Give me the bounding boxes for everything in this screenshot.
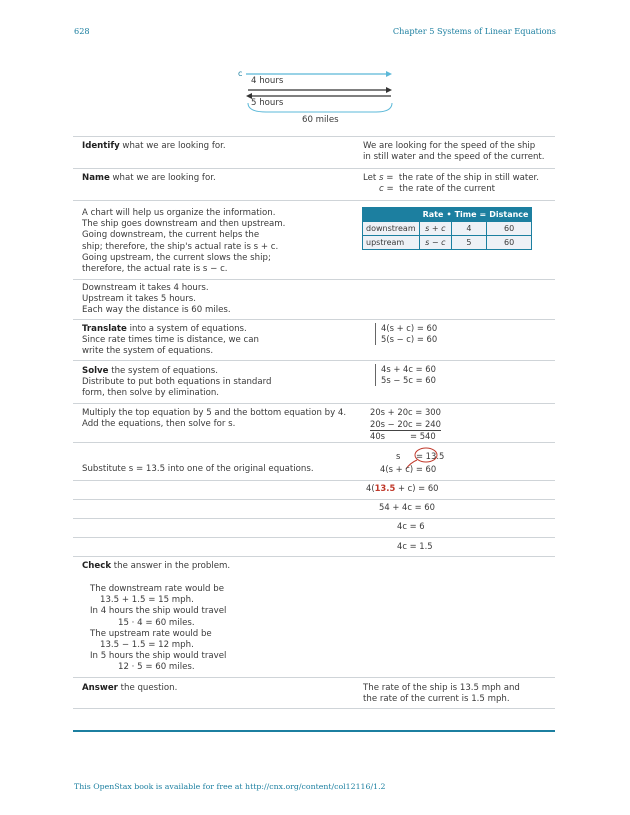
translate-system: 4(s + c) = 60 5(s − c) = 60: [375, 323, 437, 345]
translate-step: Translate into a system of equations. Since rate times time is distance, we can write the system of equations.: [82, 324, 259, 357]
final-answer: The rate of the ship is 13.5 mph and the rate of the current is 1.5 mph.: [363, 683, 520, 705]
table-row: downstream s + c 4 60: [363, 222, 532, 236]
multiply-step: Multiply the top equation by 5 and the bottom equation by 4. Add the equations, then solve for s.: [82, 408, 347, 430]
footer-text: This OpenStax book is available for free at http://cnx.org/content/col12116/1.2: [74, 782, 386, 791]
identify-step: Identify what we are looking for.: [82, 141, 226, 151]
given-info: Downstream it takes 4 hours. Upstream it takes 5 hours. Each way the distance is 60 miles.: [82, 283, 231, 316]
identify-answer: We are looking for the speed of the ship in still water and the speed of the current.: [363, 141, 545, 163]
footer-divider: [73, 730, 555, 732]
substitute-eq5: 4c = 1.5: [397, 541, 433, 551]
river-diagram: [236, 66, 396, 116]
solve-system: 4s + 4c = 60 5s − 5c = 60: [375, 364, 436, 386]
substitute-eq2: 4(13.5 + c) = 60: [366, 483, 439, 493]
down-time-label: 4 hours: [251, 76, 284, 86]
name-step: Name what we are looking for.: [82, 173, 216, 183]
check-step: Check the answer in the problem.: [82, 561, 231, 571]
substitute-eq4: 4c = 6: [397, 521, 425, 531]
substitute-eq1: 4(s + c) = 60: [380, 464, 437, 474]
check-work: The downstream rate would be 13.5 + 1.5 = 15 mph. In 4 hours the ship would travel 15 · 4 = 60 miles. The upstream rate would be 13.5 − 1.5 = 12 mph. In 5 hours the ship would travel 12 · 5 = 60 miles.: [90, 584, 227, 673]
s-value: = 13.5: [416, 451, 445, 461]
chapter-title: Chapter 5 Systems of Linear Equations: [392, 26, 556, 36]
name-answer: Let s = the rate of the ship in still water. c = the rate of the current: [363, 173, 540, 195]
elimination-work: 20s + 20c = 300 20s − 20c = 240 40s = 540: [370, 407, 441, 441]
chart-explanation: A chart will help us organize the information. The ship goes downstream and then upstream. Going downstream, the current helps the ship; therefore, the ship's actual rate is s + c. Going upstream, the current slows the ship; therefore, the actual rate is s − c.: [82, 208, 286, 275]
answer-step: Answer the question.: [82, 683, 178, 693]
substitute-eq3: 54 + 4c = 60: [379, 502, 435, 512]
page-number: 628: [74, 26, 90, 36]
rate-time-distance-table: Rate • Time = Distance downstream s + c 4 60 upstream s − c 5 60: [362, 207, 532, 250]
table-row: upstream s − c 5 60: [363, 236, 532, 250]
distance-label: 60 miles: [302, 115, 339, 125]
current-label: c: [238, 69, 243, 78]
s-label: s: [396, 451, 401, 461]
up-time-label: 5 hours: [251, 98, 284, 108]
solve-step: Solve the system of equations. Distribute to put both equations in standard form, then solve by elimination.: [82, 366, 272, 399]
substitute-step: Substitute s = 13.5 into one of the original equations.: [82, 464, 314, 474]
